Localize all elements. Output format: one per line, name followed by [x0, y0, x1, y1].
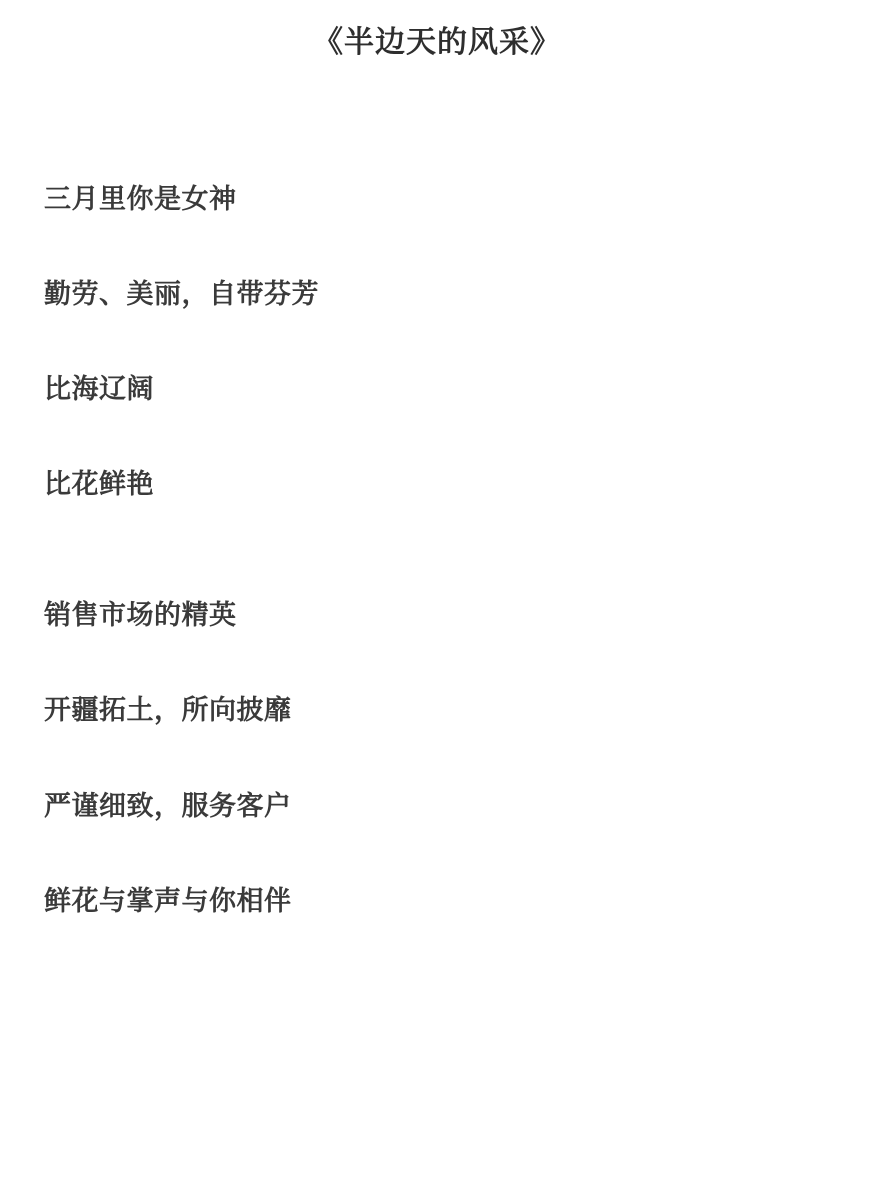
poem-body [0, 182, 874, 919]
stanza-1 [44, 182, 874, 502]
page-title: 《半边天的风采》 [313, 26, 561, 59]
poem-line: 勤劳、美丽，自带芬芳 [44, 279, 319, 310]
poem-line: 开疆拓土，所向披靡 [44, 695, 292, 726]
poem-line: 比海辽阔 [44, 374, 154, 405]
poem-line: 严谨细致，服务客户 [44, 790, 292, 821]
poem-line: 三月里你是女神 [44, 184, 237, 214]
poem-line: 比花鲜艳 [44, 469, 154, 500]
stanza-2 [44, 598, 874, 918]
poem-line: 鲜花与掌声与你相伴 [44, 885, 292, 916]
poem-line: 销售市场的精英 [44, 600, 237, 631]
